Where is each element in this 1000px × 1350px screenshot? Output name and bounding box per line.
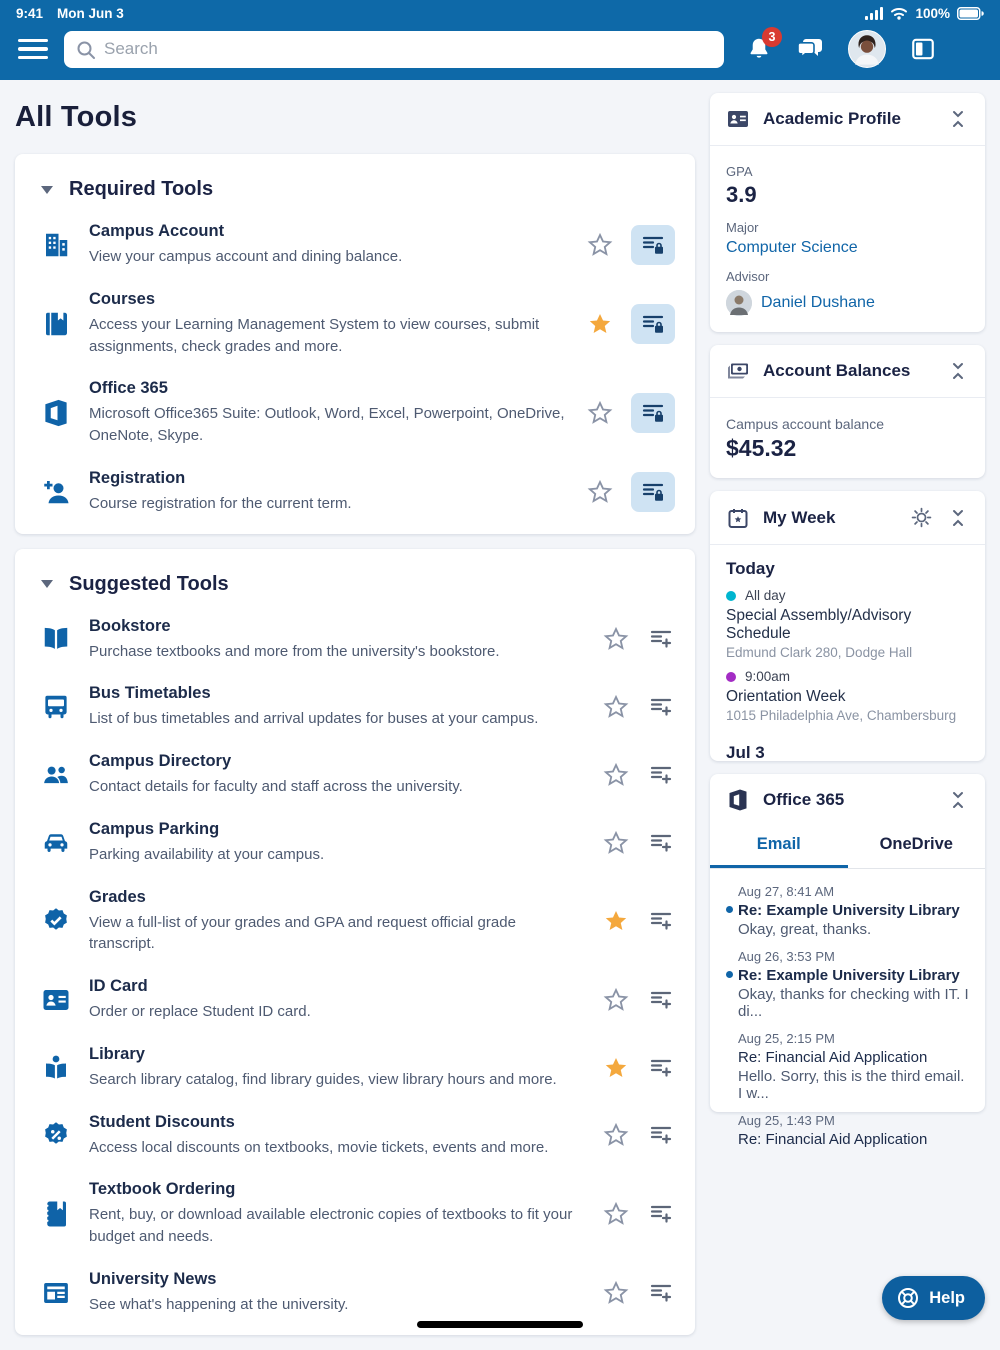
collapse-icon [949, 790, 967, 810]
favorite-star-button[interactable] [601, 692, 631, 722]
tool-name: ID Card [89, 977, 148, 995]
unread-dot [726, 971, 733, 978]
car-icon [41, 828, 71, 858]
favorite-star-button[interactable] [601, 1120, 631, 1150]
favorite-star-button[interactable] [601, 985, 631, 1015]
tool-name: Grades [89, 887, 146, 906]
day-heading: Today [726, 559, 775, 578]
office-icon [41, 398, 71, 428]
home-indicator[interactable] [417, 1321, 583, 1328]
list-add-icon [649, 831, 673, 855]
collapse-caret-icon [41, 186, 53, 194]
tool-row-library[interactable] [33, 1034, 677, 1102]
list-add-icon [649, 1123, 673, 1147]
add-to-list-button[interactable] [647, 693, 675, 721]
major-label: Major [726, 220, 759, 235]
add-to-list-button[interactable] [647, 625, 675, 653]
collapse-card-button[interactable] [947, 506, 969, 530]
chat-icon [796, 36, 824, 62]
add-to-list-button[interactable] [647, 1279, 675, 1307]
card-title: Office 365 [763, 790, 845, 809]
email-date: Aug 25, 2:15 PM [738, 1031, 835, 1046]
collapse-icon [949, 361, 967, 381]
event-location: Edmund Clark 280, Dodge Hall [726, 645, 913, 660]
status-time: 9:41 [16, 5, 44, 21]
tool-row-university-news[interactable] [33, 1259, 677, 1327]
event-dot [726, 672, 736, 682]
favorite-star-button[interactable] [585, 477, 615, 507]
tool-description: List of bus timetables and arrival updates for buses at your campus. [89, 710, 539, 728]
tool-description: Access your Learning Management System to view courses, submit assignments, check grades and more. [89, 315, 540, 355]
day-heading: Jul 3 [726, 743, 765, 762]
tool-description: Purchase textbooks and more from the university's bookstore. [89, 642, 500, 660]
battery-percent: 100% [915, 5, 950, 21]
unread-dot [726, 906, 733, 913]
lifebuoy-icon [896, 1286, 920, 1310]
email-item[interactable] [738, 949, 969, 1020]
email-item[interactable] [738, 1031, 969, 1102]
library-icon [41, 1053, 71, 1083]
add-to-list-button[interactable] [647, 986, 675, 1014]
tool-name: Courses [89, 289, 156, 308]
my-week-card [710, 491, 985, 761]
event-dot [726, 591, 736, 601]
side-panel-toggle-button[interactable] [910, 36, 936, 62]
tool-name: Campus Account [89, 222, 225, 240]
locked-list-button[interactable] [631, 393, 675, 433]
list-add-icon [649, 627, 673, 651]
tool-description: Access local discounts on textbooks, movie tickets, events and more. [89, 1138, 549, 1156]
tool-row-student-discounts[interactable] [33, 1102, 677, 1170]
status-date: Mon Jun 3 [57, 5, 124, 21]
event-title: Orientation Week [726, 688, 846, 705]
email-subject: Re: Financial Aid Application [738, 1049, 928, 1066]
locked-list-button[interactable] [631, 225, 675, 265]
tool-description: Order or replace Student ID card. [89, 1003, 311, 1020]
messages-button[interactable] [796, 36, 824, 62]
newspaper-icon [41, 1278, 71, 1308]
list-lock-icon [641, 233, 665, 257]
search-icon [76, 40, 96, 60]
favorite-star-button[interactable] [601, 624, 631, 654]
tool-description: See what's happening at the university. [89, 1295, 349, 1313]
battery-icon [957, 7, 984, 20]
tool-row-bus-timetables[interactable] [33, 673, 677, 741]
notebook-icon [41, 1199, 71, 1229]
calendar-event[interactable] [726, 669, 969, 723]
percent-badge-icon [41, 1120, 71, 1150]
favorite-star-button[interactable] [601, 1199, 631, 1229]
calendar-star-icon [726, 506, 750, 530]
tool-row-campus-directory[interactable] [33, 741, 677, 809]
tool-row-grades[interactable] [33, 877, 677, 967]
tab-email[interactable]: Email [710, 822, 848, 868]
collapse-icon [949, 109, 967, 129]
favorite-star-button[interactable] [585, 309, 615, 339]
favorite-star-button[interactable] [585, 398, 615, 428]
tool-description: Search library catalog, find library guides, view library hours and more. [89, 1070, 557, 1088]
collapse-caret-icon [41, 580, 53, 588]
list-add-icon [649, 695, 673, 719]
email-item[interactable] [738, 1113, 969, 1148]
list-add-icon [649, 909, 673, 933]
email-date: Aug 25, 1:43 PM [738, 1113, 835, 1128]
advisor-label: Advisor [726, 269, 770, 284]
book-icon [41, 309, 71, 339]
office-icon [726, 788, 750, 812]
menu-icon[interactable] [18, 39, 48, 60]
collapse-card-button[interactable] [947, 359, 969, 383]
locked-list-button[interactable] [631, 472, 675, 512]
status-bar [0, 0, 1000, 26]
list-add-icon [649, 988, 673, 1012]
tool-description: Course registration for the current term. [89, 494, 352, 512]
event-time: All day [745, 588, 786, 603]
favorite-star-button[interactable] [601, 1053, 631, 1083]
panel-icon [910, 36, 936, 62]
add-to-list-button[interactable] [647, 1121, 675, 1149]
page-title: All Tools [15, 101, 138, 133]
id-card-icon [726, 107, 750, 131]
tool-name: Bookstore [89, 616, 171, 635]
balance-label: Campus account balance [726, 416, 884, 432]
person-add-icon [41, 477, 71, 507]
tool-name: Bus Timetables [89, 684, 211, 703]
locked-list-button[interactable] [631, 304, 675, 344]
section-title: Suggested Tools [69, 572, 229, 595]
list-lock-icon [641, 401, 665, 425]
email-date: Aug 27, 8:41 AM [738, 884, 835, 899]
add-to-list-button[interactable] [647, 907, 675, 935]
email-item[interactable] [738, 884, 969, 938]
tool-name: Student Discounts [89, 1112, 235, 1131]
list-add-icon [649, 1056, 673, 1080]
tool-row-campus-account[interactable] [33, 211, 677, 279]
collapse-icon [949, 508, 967, 528]
tool-name: Campus Directory [89, 752, 232, 770]
app-header [0, 26, 1000, 80]
tool-row-bookstore[interactable] [33, 606, 677, 674]
tool-name: Campus Parking [89, 819, 220, 838]
list-lock-icon [641, 480, 665, 504]
tool-row-campus-parking[interactable] [33, 809, 677, 877]
badge-check-icon [41, 906, 71, 936]
collapse-card-button[interactable] [947, 107, 969, 131]
email-preview: Hello. Sorry, this is the third email. I w... [738, 1068, 965, 1102]
advisor-link[interactable]: Daniel Dushane [761, 294, 875, 311]
people-icon [41, 760, 71, 790]
settings-button[interactable] [909, 505, 934, 530]
favorite-star-button[interactable] [585, 230, 615, 260]
top-bar [0, 0, 1000, 80]
list-add-icon [649, 1202, 673, 1226]
notification-badge: 3 [762, 27, 782, 47]
id-card-icon [41, 985, 71, 1015]
tool-row-registration[interactable] [33, 458, 677, 526]
list-add-icon [649, 763, 673, 787]
tool-name: Registration [89, 468, 186, 487]
help-label: Help [929, 1288, 965, 1307]
event-location: 1015 Philadelphia Ave, Chambersburg [726, 708, 957, 723]
tab-onedrive[interactable]: OneDrive [879, 835, 953, 853]
required-tools-header[interactable] [33, 170, 677, 211]
gpa-label: GPA [726, 164, 753, 179]
favorite-star-button[interactable] [601, 906, 631, 936]
major-link[interactable]: Computer Science [726, 239, 858, 256]
add-to-list-button[interactable] [647, 1054, 675, 1082]
favorite-star-button[interactable] [601, 760, 631, 790]
wifi-icon [890, 7, 908, 20]
email-subject: Re: Financial Aid Application [738, 1131, 928, 1148]
favorite-star-button[interactable] [601, 828, 631, 858]
tool-description: Microsoft Office365 Suite: Outlook, Word, Excel, Powerpoint, OneDrive, OneNote, Skype. [89, 405, 565, 444]
email-subject: Re: Example University Library [738, 902, 960, 919]
tool-description: Contact details for faculty and staff across the university. [89, 778, 463, 795]
tool-description: Rent, buy, or download available electronic copies of textbooks to fit your budget and needs. [89, 1206, 573, 1245]
add-to-list-button[interactable] [647, 1200, 675, 1228]
banknote-icon [726, 359, 750, 383]
tool-name: University News [89, 1269, 217, 1288]
academic-profile-card [710, 93, 985, 332]
suggested-tools-header[interactable] [33, 565, 677, 606]
card-title: Academic Profile [763, 109, 901, 128]
tool-row-office-365[interactable] [33, 368, 677, 458]
advisor-avatar [726, 290, 752, 316]
tool-row-textbook-ordering[interactable] [33, 1169, 677, 1259]
email-date: Aug 26, 3:53 PM [738, 949, 835, 964]
tool-description: Parking availability at your campus. [89, 845, 325, 863]
tool-row-id-card[interactable] [33, 966, 677, 1034]
email-preview: Okay, thanks for checking with IT. I di... [738, 986, 969, 1020]
tool-name: Office 365 [89, 379, 168, 398]
help-button[interactable] [882, 1276, 985, 1320]
email-subject: Re: Example University Library [738, 967, 960, 984]
gpa-value: 3.9 [726, 182, 757, 207]
notifications-button[interactable] [746, 30, 776, 62]
tool-description: View a full-list of your grades and GPA and request official grade transcript. [89, 913, 516, 953]
section-title: Required Tools [69, 178, 214, 200]
tool-row-courses[interactable] [33, 279, 677, 369]
event-title: Special Assembly/Advisory Schedule [726, 607, 912, 642]
signal-icon [865, 7, 883, 20]
event-time: 9:00am [745, 669, 791, 684]
email-preview: Okay, great, thanks. [738, 921, 872, 938]
suggested-tools-card [15, 549, 695, 1335]
tool-description: View your campus account and dining balance. [89, 248, 403, 265]
office365-card [710, 774, 985, 1148]
favorite-star-button[interactable] [601, 1278, 631, 1308]
tool-name: Textbook Ordering [89, 1180, 236, 1199]
user-avatar[interactable] [848, 30, 886, 68]
add-to-list-button[interactable] [647, 829, 675, 857]
collapse-card-button[interactable] [947, 788, 969, 812]
balance-value: $45.32 [726, 435, 797, 461]
list-lock-icon [641, 312, 665, 336]
gear-icon [911, 507, 932, 528]
add-to-list-button[interactable] [647, 761, 675, 789]
card-title: Account Balances [763, 361, 911, 380]
tool-name: Library [89, 1044, 145, 1063]
account-balances-card [710, 345, 985, 478]
card-title: My Week [763, 507, 836, 527]
required-tools-card [15, 154, 695, 534]
list-add-icon [649, 1281, 673, 1305]
calendar-event[interactable] [726, 588, 969, 660]
open-book-icon [41, 624, 71, 654]
search-input[interactable] [64, 31, 724, 68]
bus-icon [41, 692, 71, 722]
building-icon [41, 230, 71, 260]
